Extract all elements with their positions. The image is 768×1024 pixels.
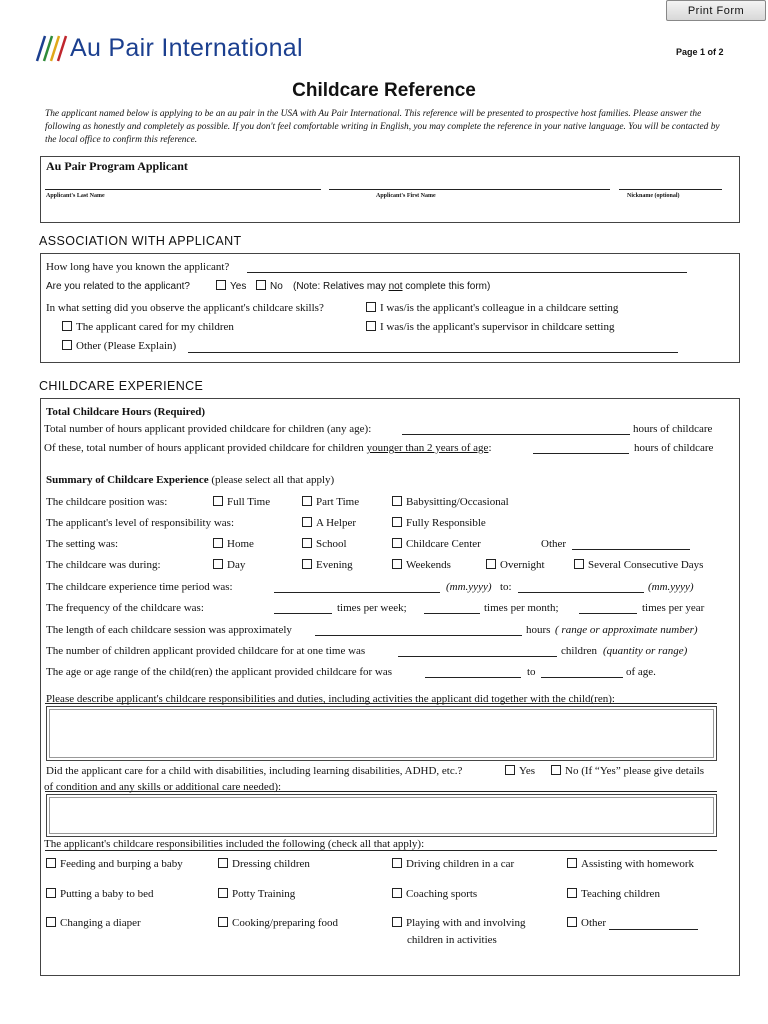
resp-feeding-option[interactable] (46, 858, 183, 871)
period-start-field[interactable] (274, 592, 440, 593)
summary-heading-bold: Summary of Childcare Experience (46, 474, 209, 486)
resp-homework-label: Assisting with homework (581, 858, 695, 870)
related-question: Are you related to the applicant? (46, 281, 190, 292)
number-children-field[interactable] (398, 656, 557, 657)
period-start-format: (mm.yyyy) (446, 581, 492, 593)
resp-cooking-checkbox[interactable] (218, 917, 228, 927)
resp-feeding-checkbox[interactable] (46, 858, 56, 868)
related-no[interactable] (256, 280, 283, 293)
disabilities-yes-option[interactable] (505, 765, 535, 778)
disabilities-no-checkbox[interactable] (551, 765, 561, 775)
related-yes-checkbox[interactable] (216, 280, 226, 290)
per-month-label: times per month; (484, 602, 559, 614)
related-yes-label: Yes (230, 281, 247, 292)
evening-label: Evening (316, 559, 353, 571)
resp-diaper-option[interactable] (46, 917, 141, 930)
resp-playing-label-cont: children in activities (407, 934, 497, 946)
overnight-label: Overnight (500, 559, 545, 571)
several-days-option[interactable] (574, 559, 703, 572)
disabilities-no-label: No (If “Yes” please give details (565, 765, 705, 777)
colleague-label: I was/is the applicant's colleague in a childcare setting (380, 302, 619, 314)
day-label: Day (227, 559, 246, 571)
cared-label: The applicant cared for my children (76, 321, 234, 333)
period-end-format: (mm.yyyy) (648, 581, 694, 593)
under2-hours-field[interactable] (533, 453, 629, 454)
resp-homework-option[interactable] (567, 858, 694, 871)
per-week-field[interactable] (274, 613, 332, 614)
school-option[interactable] (302, 538, 347, 551)
of-age-label: of age. (626, 666, 656, 678)
under2-underlined: younger than 2 years of age (366, 442, 489, 454)
related-note-not: not (388, 281, 403, 292)
known-question: How long have you known the applicant? (46, 261, 230, 273)
setting-question: In what setting did you observe the applicant's childcare skills? (46, 302, 324, 314)
supervisor-checkbox[interactable] (366, 321, 376, 331)
option-supervisor[interactable] (366, 321, 614, 334)
resp-bed-label: Putting a baby to bed (60, 888, 154, 900)
experience-heading: CHILDCARE EXPERIENCE (39, 379, 204, 393)
association-heading: ASSOCIATION WITH APPLICANT (39, 234, 242, 248)
resp-dressing-option[interactable] (218, 858, 310, 871)
resp-coaching-checkbox[interactable] (392, 888, 402, 898)
first-name-field[interactable] (329, 189, 610, 190)
period-end-field[interactable] (518, 592, 644, 593)
page-title: Childcare Reference (292, 80, 476, 101)
number-question: The number of children applicant provided childcare for at one time was (46, 645, 366, 657)
several-days-checkbox[interactable] (574, 559, 584, 569)
full-time-checkbox[interactable] (213, 496, 223, 506)
logo-stripes-icon (34, 33, 72, 63)
under2-colon: : (488, 442, 492, 454)
weekends-option[interactable] (392, 559, 451, 572)
disabilities-textarea[interactable] (46, 794, 717, 837)
age-question: The age or age range of the child(ren) the applicant provided childcare for was (46, 666, 393, 678)
age-from-field[interactable] (425, 677, 521, 678)
resp-other-field[interactable] (609, 929, 698, 930)
center-checkbox[interactable] (392, 538, 402, 548)
disabilities-yes-label: Yes (519, 765, 536, 777)
print-form-button[interactable]: Print Form (666, 0, 766, 21)
disabilities-question-cont: of condition and any skills or additional care needed): (44, 781, 282, 793)
number-qty-note: (quantity or range) (603, 645, 688, 657)
period-to-label: to: (500, 581, 512, 593)
related-no-label: No (270, 281, 283, 292)
other-explain-field[interactable] (188, 352, 678, 353)
other-label: Other (Please Explain) (76, 340, 177, 352)
age-to-label: to (527, 666, 536, 678)
resp-other-label: Other (581, 917, 607, 929)
setting-other-field[interactable] (572, 549, 690, 550)
last-name-field[interactable] (45, 189, 321, 190)
option-other[interactable] (62, 340, 176, 353)
nickname-field[interactable] (619, 189, 722, 190)
fully-responsible-option[interactable] (392, 517, 486, 530)
resp-teaching-checkbox[interactable] (567, 888, 577, 898)
resp-other-option[interactable] (567, 917, 606, 930)
option-cared[interactable] (62, 321, 234, 334)
per-month-field[interactable] (424, 613, 480, 614)
related-note-post: complete this form) (402, 281, 491, 292)
babysitting-checkbox[interactable] (392, 496, 402, 506)
related-yes[interactable] (216, 280, 246, 293)
period-question: The childcare experience time period was: (46, 581, 233, 593)
describe-question: Please describe applicant's childcare responsibilities and duties, including activities the applicant did together with the child(ren): (46, 693, 615, 705)
home-label: Home (227, 538, 254, 550)
describe-textarea[interactable] (46, 706, 717, 761)
fully-responsible-checkbox[interactable] (392, 517, 402, 527)
resp-diaper-label: Changing a diaper (60, 917, 141, 929)
resp-potty-option[interactable] (218, 888, 295, 901)
resp-diaper-checkbox[interactable] (46, 917, 56, 927)
frequency-question: The frequency of the childcare was: (46, 602, 204, 614)
responsibilities-underline (45, 850, 717, 851)
resp-potty-label: Potty Training (232, 888, 296, 900)
position-question: The childcare position was: (46, 496, 168, 508)
babysitting-option[interactable] (392, 496, 509, 509)
disabilities-question: Did the applicant care for a child with disabilities, including learning disabilities, ADHD, etc.? (46, 765, 463, 777)
resp-potty-checkbox[interactable] (218, 888, 228, 898)
center-label: Childcare Center (406, 538, 481, 550)
disabilities-underline (45, 791, 717, 792)
resp-other-checkbox[interactable] (567, 917, 577, 927)
day-option[interactable] (213, 559, 245, 572)
resp-coaching-option[interactable] (392, 888, 477, 901)
resp-cooking-label: Cooking/preparing food (232, 917, 339, 929)
total-hours-heading: Total Childcare Hours (Required) (46, 406, 206, 418)
setting-was-question: The setting was: (46, 538, 119, 550)
school-label: School (316, 538, 347, 550)
resp-homework-checkbox[interactable] (567, 858, 577, 868)
intro-paragraph: The applicant named below is applying to be an au pair in the USA with Au Pair International. This reference will be presented to prospective host families. Please answer the following as honestly and completely as possible. If you don't feel comfortable writing in English, you may complete the reference in your native language. You will be contacted by the local office to confirm this reference. (45, 109, 720, 145)
under2-question (44, 442, 492, 455)
evening-option[interactable] (302, 559, 353, 572)
full-time-option[interactable] (213, 496, 270, 509)
weekends-checkbox[interactable] (392, 559, 402, 569)
several-days-label: Several Consecutive Days (588, 559, 704, 571)
related-note (293, 280, 490, 293)
under2-hours-suffix: hours of childcare (634, 442, 714, 454)
last-name-label: Applicant's Last Name (46, 193, 105, 199)
resp-cooking-option[interactable] (218, 917, 338, 930)
disabilities-no-option[interactable] (551, 765, 704, 778)
evening-checkbox[interactable] (302, 559, 312, 569)
supervisor-label: I was/is the applicant's supervisor in childcare setting (380, 321, 615, 333)
home-checkbox[interactable] (213, 538, 223, 548)
school-checkbox[interactable] (302, 538, 312, 548)
first-name-label: Applicant's First Name (376, 193, 436, 199)
resp-bed-checkbox[interactable] (46, 888, 56, 898)
resp-driving-option[interactable] (392, 858, 514, 871)
length-hours-label: hours (526, 624, 551, 636)
related-note-pre: (Note: Relatives may (293, 281, 389, 292)
part-time-label: Part Time (316, 496, 360, 508)
total-hours-question: Total number of hours applicant provided childcare for children (any age): (44, 423, 372, 435)
other-checkbox[interactable] (62, 340, 72, 350)
resp-playing-checkbox[interactable] (392, 917, 402, 927)
helper-checkbox[interactable] (302, 517, 312, 527)
responsibilities-question: The applicant's childcare responsibilities included the following (check all that apply): (44, 838, 425, 850)
during-question: The childcare was during: (46, 559, 161, 571)
part-time-checkbox[interactable] (302, 496, 312, 506)
resp-dressing-checkbox[interactable] (218, 858, 228, 868)
overnight-checkbox[interactable] (486, 559, 496, 569)
number-children-label: children (561, 645, 598, 657)
babysitting-label: Babysitting/Occasional (406, 496, 509, 508)
helper-option[interactable] (302, 517, 356, 530)
resp-playing-label: Playing with and involving (406, 917, 526, 929)
resp-feeding-label: Feeding and burping a baby (60, 858, 183, 870)
age-to-field[interactable] (541, 677, 623, 678)
weekends-label: Weekends (406, 559, 451, 571)
total-hours-field[interactable] (402, 434, 630, 435)
page-number: Page 1 of 2 (676, 47, 724, 57)
resp-dressing-label: Dressing children (232, 858, 310, 870)
resp-playing-option[interactable] (392, 917, 525, 930)
overnight-option[interactable] (486, 559, 545, 572)
resp-driving-label: Driving children in a car (406, 858, 515, 870)
day-checkbox[interactable] (213, 559, 223, 569)
cared-checkbox[interactable] (62, 321, 72, 331)
length-field[interactable] (315, 635, 522, 636)
per-week-label: times per week; (337, 602, 407, 614)
resp-teaching-option[interactable] (567, 888, 660, 901)
length-range-note: ( range or approximate number) (555, 624, 698, 636)
colleague-checkbox[interactable] (366, 302, 376, 312)
option-colleague[interactable] (366, 302, 618, 315)
responsibility-question: The applicant's level of responsibility was: (46, 517, 235, 529)
summary-heading (46, 474, 334, 487)
resp-bed-option[interactable] (46, 888, 154, 901)
nickname-label: Nickname (optional) (627, 193, 680, 199)
setting-other-label: Other (541, 538, 567, 550)
resp-driving-checkbox[interactable] (392, 858, 402, 868)
full-time-label: Full Time (227, 496, 271, 508)
per-year-field[interactable] (579, 613, 637, 614)
resp-coaching-label: Coaching sports (406, 888, 478, 900)
resp-teaching-label: Teaching children (581, 888, 660, 900)
length-question: The length of each childcare session was approximately (46, 624, 292, 636)
per-year-label: times per year (642, 602, 705, 614)
known-duration-field[interactable] (247, 272, 687, 273)
related-no-checkbox[interactable] (256, 280, 266, 290)
fully-responsible-label: Fully Responsible (406, 517, 486, 529)
logo-text: Au Pair International (70, 34, 303, 62)
summary-note: (please select all that apply) (208, 474, 335, 486)
describe-underline (45, 703, 717, 704)
disabilities-yes-checkbox[interactable] (505, 765, 515, 775)
under2-pre: Of these, total number of hours applicant provided childcare for children (44, 442, 367, 454)
total-hours-suffix: hours of childcare (633, 423, 713, 435)
part-time-option[interactable] (302, 496, 359, 509)
applicant-heading: Au Pair Program Applicant (46, 159, 188, 173)
home-option[interactable] (213, 538, 254, 551)
center-option[interactable] (392, 538, 481, 551)
helper-label: A Helper (316, 517, 357, 529)
